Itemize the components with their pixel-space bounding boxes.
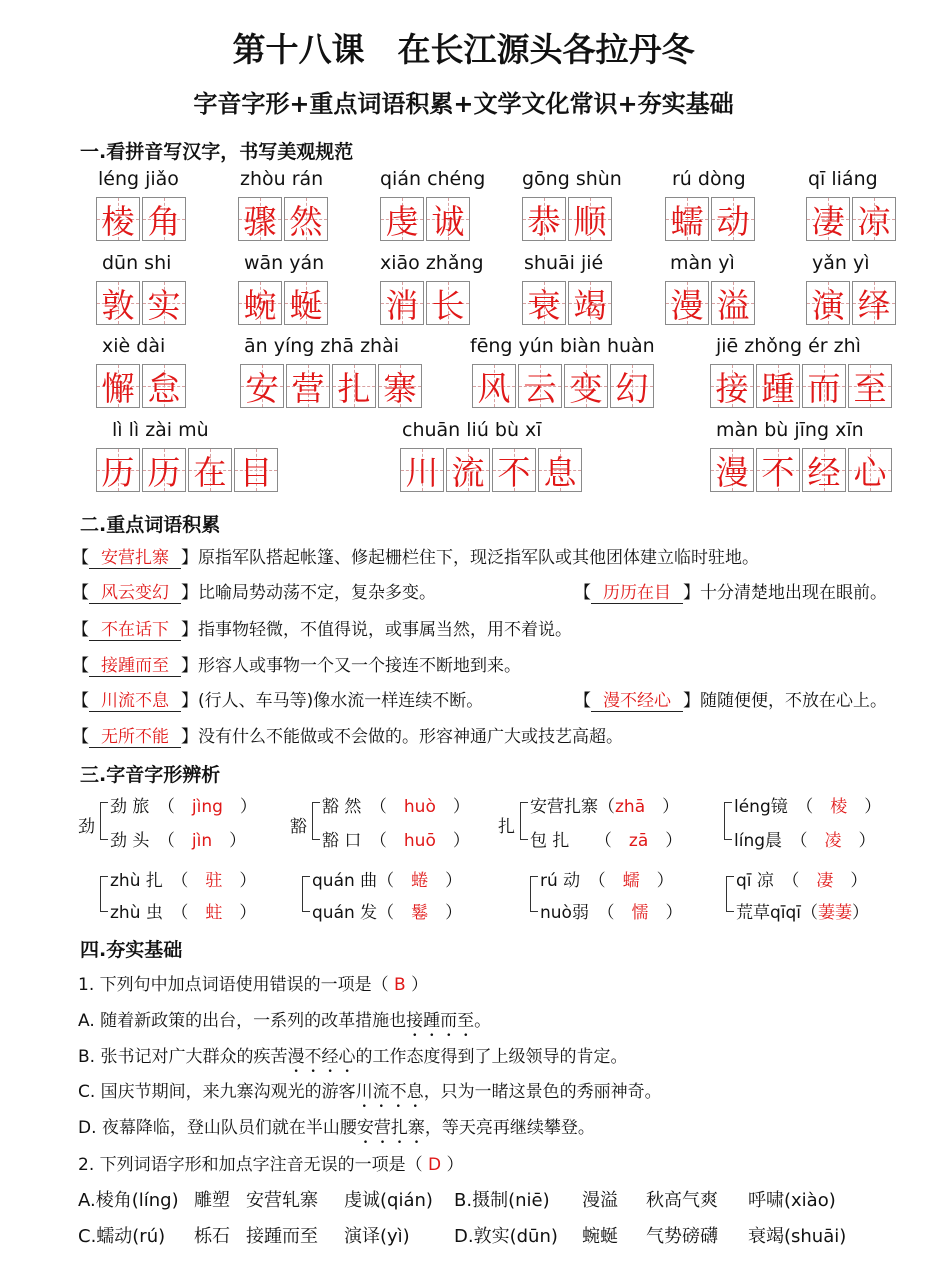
pinyin: lì lì zài mù bbox=[112, 419, 209, 441]
discrim-row: zhù 虫 （ 蛀 ） bbox=[110, 903, 257, 923]
q2-line-c: 栎石 bbox=[194, 1226, 230, 1247]
char-group bbox=[96, 364, 186, 408]
q2-line-a: A.棱角(líng) bbox=[78, 1190, 179, 1211]
char-cell: 流 bbox=[446, 448, 490, 492]
pinyin: màn yì bbox=[670, 252, 735, 274]
option-b: B. 张书记对广大群众的疾苦漫不经心的工作态度得到了上级领导的肯定。 bbox=[78, 1047, 628, 1067]
char-cell: 历 bbox=[142, 448, 186, 492]
vocab-item: 【 不在话下 】指事物轻微，不值得说，或事属当然，用不着说。 bbox=[72, 615, 572, 641]
vocab-def: (行人、车马等)像水流一样连续不断。 bbox=[198, 691, 484, 711]
discrim-row: quán 曲（ 蜷 ） bbox=[312, 871, 463, 891]
vocab-def: 随随便便，不放在心上。 bbox=[700, 691, 887, 711]
vocab-term: 接踵而至 bbox=[89, 651, 181, 677]
vocab-def: 指事物轻微，不值得说，或事属当然，用不着说。 bbox=[198, 620, 572, 640]
option-a: A. 随着新政策的出台，一系列的改革措施也接踵而至。 bbox=[78, 1011, 492, 1031]
char-cell: 安 bbox=[240, 364, 284, 408]
discrim-row: 劲 头 （ jìn ） bbox=[110, 831, 247, 851]
vocab-term: 漫不经心 bbox=[591, 686, 683, 712]
char-cell: 漫 bbox=[665, 281, 709, 325]
char-pair bbox=[806, 197, 896, 241]
pinyin: fēng yún biàn huàn bbox=[470, 335, 655, 357]
char-cell: 接 bbox=[710, 364, 754, 408]
discrim-row: 劲 旅 （ jìng ） bbox=[110, 797, 257, 817]
discrim-row: nuò弱 （ 懦 ） bbox=[540, 903, 683, 923]
q2-line-c: 衰竭(shuāi) bbox=[748, 1226, 847, 1247]
char-cell: 棱 bbox=[96, 197, 140, 241]
char-group bbox=[710, 364, 892, 408]
pinyin: shuāi jié bbox=[524, 252, 604, 274]
pinyin: zhòu rán bbox=[240, 168, 324, 190]
bracket bbox=[302, 876, 310, 912]
pinyin: léng jiǎo bbox=[98, 168, 179, 190]
char-cell: 经 bbox=[802, 448, 846, 492]
char-cell: 诚 bbox=[426, 197, 470, 241]
char-cell: 不 bbox=[756, 448, 800, 492]
bracket bbox=[520, 802, 528, 840]
discrim-row: líng晨 （ 凌 ） bbox=[734, 831, 876, 851]
char-cell: 敦 bbox=[96, 281, 140, 325]
vocab-term: 风云变幻 bbox=[89, 578, 181, 604]
discrim-row: qī 凉 （ 凄 ） bbox=[736, 871, 868, 891]
char-cell: 营 bbox=[286, 364, 330, 408]
question-1: 1. 下列句中加点词语使用错误的一项是（ B ） bbox=[78, 975, 429, 995]
vocab-def: 原指军队搭起帐篷、修起栅栏住下，现泛指军队或其他团体建立临时驻地。 bbox=[198, 548, 759, 568]
char-pair bbox=[665, 197, 755, 241]
option-d: D. 夜幕降临，登山队员们就在半山腰安营扎寨，等天亮再继续攀登。 bbox=[78, 1118, 595, 1138]
pinyin: dūn shi bbox=[102, 252, 172, 274]
vocab-def: 十分清楚地出现在眼前。 bbox=[700, 583, 887, 603]
bracket bbox=[312, 802, 320, 840]
char-cell: 竭 bbox=[568, 281, 612, 325]
vocab-term: 历历在目 bbox=[591, 578, 683, 604]
vocab-item: 【 无所不能 】没有什么不能做或不会做的。形容神通广大或技艺高超。 bbox=[72, 722, 623, 748]
option-c: C. 国庆节期间，来九寨沟观光的游客川流不息，只为一睹这景色的秀丽神奇。 bbox=[78, 1082, 662, 1102]
group-head: 劲 bbox=[78, 817, 95, 837]
char-cell: 蜒 bbox=[284, 281, 328, 325]
char-group bbox=[240, 364, 422, 408]
bracket bbox=[724, 802, 732, 840]
q2-line-a: 安营轧寨 bbox=[246, 1190, 318, 1211]
pinyin: màn bù jīng xīn bbox=[716, 419, 864, 441]
char-cell: 在 bbox=[188, 448, 232, 492]
discrim-row: 荒草qīqī（萋萋） bbox=[736, 903, 870, 923]
char-cell: 顺 bbox=[568, 197, 612, 241]
discrim-row: 包 扎 （ zā ） bbox=[530, 831, 683, 851]
vocab-item: 【 川流不息 】(行人、车马等)像水流一样连续不断。 bbox=[72, 686, 483, 712]
bracket bbox=[530, 876, 538, 912]
char-group bbox=[96, 448, 278, 492]
char-cell: 不 bbox=[492, 448, 536, 492]
q2-line-c: C.蠕动(rú) bbox=[78, 1226, 166, 1247]
char-cell: 风 bbox=[472, 364, 516, 408]
vocab-item: 【 历历在目 】十分清楚地出现在眼前。 bbox=[574, 578, 887, 604]
q2-line-a: 雕塑 bbox=[194, 1190, 230, 1211]
char-cell: 蜿 bbox=[238, 281, 282, 325]
group-head: 豁 bbox=[290, 817, 307, 837]
vocab-item: 【 漫不经心 】随随便便，不放在心上。 bbox=[574, 686, 887, 712]
char-pair bbox=[96, 197, 186, 241]
char-pair bbox=[665, 281, 755, 325]
char-cell: 息 bbox=[538, 448, 582, 492]
pinyin: ān yíng zhā zhài bbox=[244, 335, 400, 357]
q2-line-a: 呼啸(xiào) bbox=[748, 1190, 836, 1211]
q2-line-c: 气势磅礴 bbox=[646, 1226, 718, 1247]
char-cell: 幻 bbox=[610, 364, 654, 408]
pinyin: qián chéng bbox=[380, 168, 486, 190]
discrim-row: quán 发（ 鬈 ） bbox=[312, 903, 463, 923]
char-cell: 恭 bbox=[522, 197, 566, 241]
pinyin: gōng shùn bbox=[522, 168, 622, 190]
pinyin: qī liáng bbox=[808, 168, 878, 190]
char-cell: 至 bbox=[848, 364, 892, 408]
char-cell: 心 bbox=[848, 448, 892, 492]
char-group bbox=[710, 448, 892, 492]
q2-line-c: 蜿蜒 bbox=[582, 1226, 618, 1247]
char-cell: 而 bbox=[802, 364, 846, 408]
char-cell: 川 bbox=[400, 448, 444, 492]
pinyin: yǎn yì bbox=[812, 252, 870, 274]
char-cell: 扎 bbox=[332, 364, 376, 408]
bracket bbox=[100, 876, 108, 912]
char-cell: 角 bbox=[142, 197, 186, 241]
answer: D bbox=[428, 1155, 442, 1175]
char-group bbox=[472, 364, 654, 408]
pinyin: chuān liú bù xī bbox=[402, 419, 542, 441]
char-pair bbox=[238, 197, 328, 241]
char-cell: 绎 bbox=[852, 281, 896, 325]
vocab-item: 【 接踵而至 】形容人或事物一个又一个接连不断地到来。 bbox=[72, 651, 521, 677]
char-cell: 长 bbox=[426, 281, 470, 325]
vocab-item: 【 风云变幻 】比喻局势动荡不定，复杂多变。 bbox=[72, 578, 436, 604]
q2-line-c: D.敦实(dūn) bbox=[454, 1226, 558, 1247]
vocab-term: 不在话下 bbox=[89, 615, 181, 641]
char-cell: 蠕 bbox=[665, 197, 709, 241]
char-pair bbox=[522, 281, 612, 325]
pinyin: xiāo zhǎng bbox=[380, 252, 484, 274]
char-cell: 变 bbox=[564, 364, 608, 408]
bracket bbox=[726, 876, 734, 912]
vocab-term: 川流不息 bbox=[89, 686, 181, 712]
char-cell: 衰 bbox=[522, 281, 566, 325]
char-cell: 踵 bbox=[756, 364, 800, 408]
discrim-row: léng镜 （ 棱 ） bbox=[734, 797, 882, 817]
char-cell: 历 bbox=[96, 448, 140, 492]
section3-heading: 三.字音字形辨析 bbox=[80, 764, 221, 786]
discrim-row: 豁 口 （ huō ） bbox=[322, 831, 470, 851]
q2-line-a: 虔诚(qián) bbox=[344, 1190, 433, 1211]
char-cell: 凄 bbox=[806, 197, 850, 241]
vocab-term: 无所不能 bbox=[89, 722, 181, 748]
discrim-row: 豁 然 （ huò ） bbox=[322, 797, 470, 817]
char-cell: 然 bbox=[284, 197, 328, 241]
page-subtitle: 字音字形+重点词语积累+文学文化常识+夯实基础 bbox=[193, 90, 734, 118]
q2-line-a: B.摄制(niē) bbox=[454, 1190, 550, 1211]
pinyin: rú dòng bbox=[672, 168, 746, 190]
char-pair bbox=[380, 281, 470, 325]
bracket bbox=[100, 802, 108, 840]
q2-line-a: 漫溢 bbox=[582, 1190, 618, 1211]
char-cell: 寨 bbox=[378, 364, 422, 408]
char-pair bbox=[522, 197, 612, 241]
discrim-row: 安营扎寨（zhā ） bbox=[530, 797, 680, 817]
section2-heading: 二.重点词语积累 bbox=[80, 514, 221, 536]
char-cell: 目 bbox=[234, 448, 278, 492]
char-cell: 漫 bbox=[710, 448, 754, 492]
char-cell: 虔 bbox=[380, 197, 424, 241]
char-pair bbox=[806, 281, 896, 325]
char-cell: 怠 bbox=[142, 364, 186, 408]
char-pair bbox=[380, 197, 470, 241]
vocab-term: 安营扎寨 bbox=[89, 543, 181, 569]
vocab-item: 【 安营扎寨 】原指军队搭起帐篷、修起栅栏住下，现泛指军队或其他团体建立临时驻地。 bbox=[72, 543, 759, 569]
char-cell: 溢 bbox=[711, 281, 755, 325]
char-pair bbox=[96, 281, 186, 325]
discrim-row: zhù 扎 （ 驻 ） bbox=[110, 871, 257, 891]
pinyin: jiē zhǒng ér zhì bbox=[716, 335, 861, 357]
vocab-def: 没有什么不能做或不会做的。形容神通广大或技艺高超。 bbox=[198, 727, 623, 747]
pinyin: xiè dài bbox=[102, 335, 166, 357]
section4-heading: 四.夯实基础 bbox=[80, 939, 183, 961]
char-group bbox=[400, 448, 582, 492]
char-pair bbox=[238, 281, 328, 325]
char-cell: 实 bbox=[142, 281, 186, 325]
vocab-def: 比喻局势动荡不定，复杂多变。 bbox=[198, 583, 436, 603]
char-cell: 动 bbox=[711, 197, 755, 241]
question-2: 2. 下列词语字形和加点字注音无误的一项是（ D ） bbox=[78, 1155, 464, 1175]
q2-line-c: 演译(yì) bbox=[344, 1226, 410, 1247]
char-cell: 懈 bbox=[96, 364, 140, 408]
page-title: 第十八课 在长江源头各拉丹冬 bbox=[232, 30, 695, 69]
char-cell: 云 bbox=[518, 364, 562, 408]
char-cell: 骤 bbox=[238, 197, 282, 241]
group-head: 扎 bbox=[498, 817, 515, 837]
char-cell: 消 bbox=[380, 281, 424, 325]
vocab-def: 形容人或事物一个又一个接连不断地到来。 bbox=[198, 656, 521, 676]
answer: B bbox=[394, 975, 406, 995]
section1-heading: 一.看拼音写汉字，书写美观规范 bbox=[80, 141, 354, 163]
char-cell: 凉 bbox=[852, 197, 896, 241]
discrim-row: rú 动 （ 蠕 ） bbox=[540, 871, 674, 891]
q2-line-c: 接踵而至 bbox=[246, 1226, 318, 1247]
q2-line-a: 秋高气爽 bbox=[646, 1190, 718, 1211]
char-cell: 演 bbox=[806, 281, 850, 325]
pinyin: wān yán bbox=[244, 252, 325, 274]
